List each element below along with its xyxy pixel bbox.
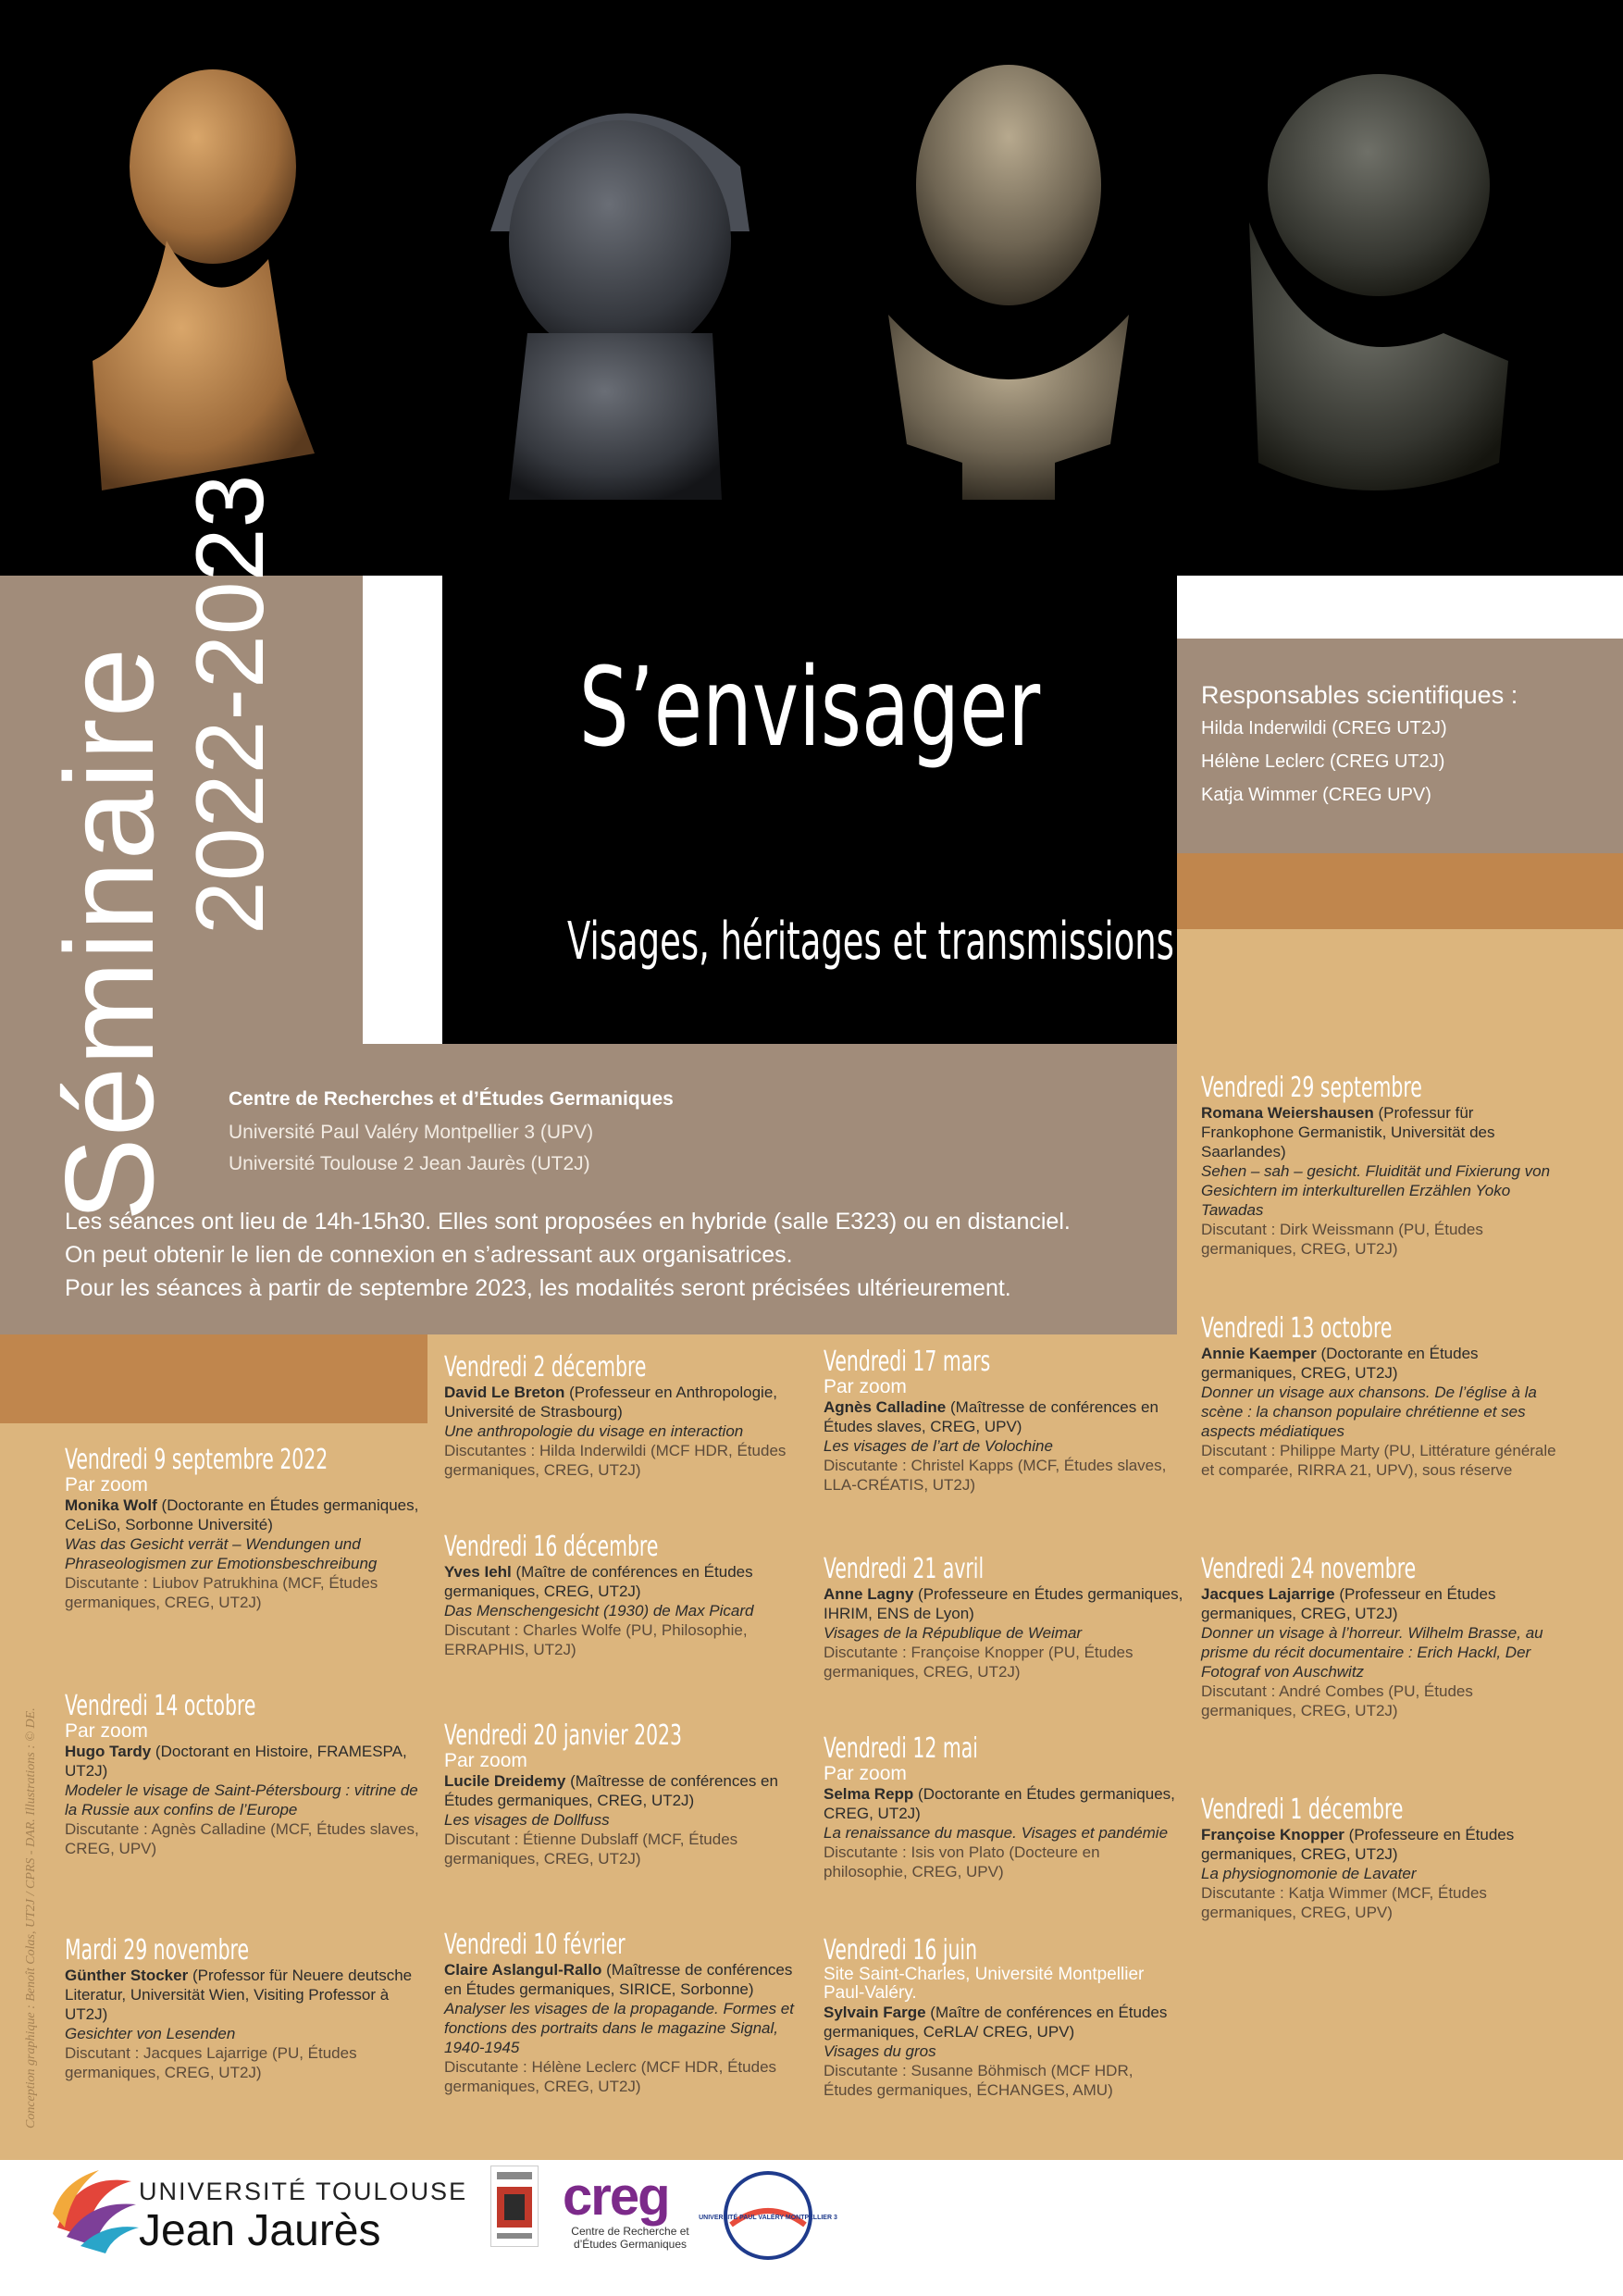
responsable-line bbox=[1201, 751, 1444, 773]
session-talk: Les visages de l’art de Volochine bbox=[824, 1437, 1053, 1455]
session-affiliation: (Professeur en Anthropologie, Université de Strasbourg) bbox=[444, 1384, 778, 1421]
session-discussant: Discutante : Agnès Calladine (MCF, Études slaves, CREG, UPV) bbox=[65, 1820, 419, 1857]
session-speaker: Claire Aslangul-Rallo bbox=[444, 1961, 602, 1979]
session-zoom: Par zoom bbox=[824, 1763, 907, 1784]
universite-federale-logo bbox=[490, 2166, 539, 2247]
paul-valery-logo bbox=[699, 2169, 837, 2262]
session-date: Vendredi 17 mars bbox=[824, 1346, 991, 1378]
session-block bbox=[444, 1353, 805, 1480]
session-block bbox=[824, 1555, 1184, 1682]
session-speaker: Monika Wolf bbox=[65, 1496, 157, 1514]
session-discussant: Discutantes : Hilda Inderwildi (MCF HDR, Études germaniques, CREG, UT2J) bbox=[444, 1442, 787, 1479]
session-speaker: Sylvain Farge bbox=[824, 2004, 926, 2021]
bust-2-image bbox=[472, 65, 768, 509]
session-affiliation: (Professur für Frankophone Germanistik, Universität des Saarlandes) bbox=[1201, 1104, 1495, 1160]
session-date: Vendredi 16 décembre bbox=[444, 1531, 659, 1563]
session-date: Vendredi 16 juin bbox=[824, 1934, 978, 1967]
session-talk: Une anthropologie du visage en interaction bbox=[444, 1422, 744, 1440]
session-talk: Gesichter von Lesenden bbox=[65, 2025, 236, 2042]
responsable-aff: (CREG UT2J) bbox=[1332, 718, 1447, 738]
session-block bbox=[1201, 1314, 1562, 1480]
session-block bbox=[444, 1533, 805, 1659]
responsable-aff: (CREG UPV) bbox=[1322, 785, 1431, 805]
session-discussant: Discutant : Jacques Lajarrige (PU, Études germaniques, CREG, UT2J) bbox=[65, 2044, 357, 2081]
responsable-name: Hélène Leclerc bbox=[1201, 751, 1325, 772]
session-affiliation: (Maîtresse de conférences en Études slaves, CREG, UPV) bbox=[824, 1398, 1158, 1435]
page-subtitle: Visages, héritages et transmissions bbox=[566, 912, 1174, 972]
session-affiliation: (Doctorante en Études germaniques, CREG, UT2J) bbox=[824, 1785, 1175, 1822]
session-affiliation: (Doctorant en Histoire, FRAMESPA, UT2J) bbox=[65, 1743, 407, 1780]
ut2j-swirl-icon bbox=[48, 2163, 141, 2255]
session-speaker: Yves Iehl bbox=[444, 1563, 512, 1581]
session-discussant: Discutante : Katja Wimmer (MCF, Études germaniques, CREG, UPV) bbox=[1201, 1884, 1487, 1921]
session-talk: Sehen – sah – gesicht. Fluidität und Fixierung von Gesichtern im interkulturellen Erzählen Yoko Tawadas bbox=[1201, 1162, 1551, 1219]
session-block bbox=[824, 1734, 1184, 1881]
responsables-panel bbox=[1177, 639, 1623, 853]
ut2j-logo-line1: UNIVERSITÉ TOULOUSE bbox=[139, 2178, 468, 2205]
session-speaker: Jacques Lajarrige bbox=[1201, 1585, 1335, 1603]
session-discussant: Discutant : Étienne Dubslaff (MCF, Études germaniques, CREG, UT2J) bbox=[444, 1831, 738, 1868]
session-block bbox=[65, 1936, 426, 2082]
session-talk: Les visages de Dollfuss bbox=[444, 1811, 610, 1829]
session-discussant: Discutant : Charles Wolfe (PU, Philosophie, ERRAPHIS, UT2J) bbox=[444, 1621, 748, 1658]
session-discussant: Discutante : Françoise Knopper (PU, Études germaniques, CREG, UT2J) bbox=[824, 1644, 1134, 1681]
session-date: Vendredi 1 décembre bbox=[1201, 1793, 1404, 1826]
session-block bbox=[444, 1721, 805, 1868]
responsables-heading: Responsables scientifiques : bbox=[1201, 681, 1518, 709]
session-discussant: Discutant : Dirk Weissmann (PU, Études germaniques, CREG, UT2J) bbox=[1201, 1221, 1483, 1258]
session-affiliation: (Professor für Neuere deutsche Literatur, Universität Wien, Visiting Professor à UT2J) bbox=[65, 1967, 413, 2023]
session-speaker: Selma Repp bbox=[824, 1785, 914, 1803]
bust-1-image bbox=[74, 56, 333, 518]
session-talk: Was das Gesicht verrät – Wendungen und Phraseologismen zur Emotionsbeschreibung bbox=[65, 1535, 378, 1572]
session-speaker: David Le Breton bbox=[444, 1384, 565, 1401]
session-affiliation: (Professeur en Études germaniques, CREG, UT2J) bbox=[1201, 1585, 1496, 1622]
session-date: Vendredi 10 février bbox=[444, 1929, 626, 1961]
bust-3-image bbox=[870, 56, 1147, 518]
session-talk: Visages du gros bbox=[824, 2042, 936, 2060]
session-talk: La physiognomonie de Lavater bbox=[1201, 1865, 1417, 1882]
session-affiliation: (Professeure en Études germaniques, IHRIM, ENS de Lyon) bbox=[824, 1585, 1183, 1622]
session-speaker: Romana Weiershausen bbox=[1201, 1104, 1374, 1122]
creg-logo bbox=[553, 2166, 711, 2258]
centre-name: Centre de Recherches et d’Études Germaniques bbox=[229, 1088, 674, 1110]
creg-logo-subtitle: Centre de Recherche et d’Études Germaniques bbox=[571, 2225, 689, 2251]
session-date: Vendredi 13 octobre bbox=[1201, 1312, 1393, 1345]
session-date: Vendredi 29 septembre bbox=[1201, 1072, 1422, 1104]
session-talk: Modeler le visage de Saint-Pétersbourg : vitrine de la Russie aux confins de l’Europe bbox=[65, 1781, 418, 1818]
session-speaker: Françoise Knopper bbox=[1201, 1826, 1344, 1843]
session-block bbox=[1201, 1074, 1562, 1259]
session-zoom: Par zoom bbox=[65, 1474, 148, 1496]
session-block bbox=[65, 1692, 426, 1858]
universite-federale-icon bbox=[491, 2166, 538, 2246]
page-title: S’envisager bbox=[578, 643, 1041, 771]
session-block bbox=[1201, 1795, 1562, 1922]
session-date: Vendredi 14 octobre bbox=[65, 1690, 256, 1722]
session-talk: Donner un visage aux chansons. De l’église à la scène : la chanson populaire chrétienne et ses aspects médiatiques bbox=[1201, 1384, 1537, 1440]
white-stripe bbox=[363, 576, 442, 1044]
seminaire-years: 2022-2023 bbox=[177, 474, 284, 935]
session-talk: Analyser les visages de la propagande. Formes et fonctions des portraits dans le magazine Signal, 1940-1945 bbox=[444, 2000, 794, 2056]
paul-valery-logo-text: UNIVERSITÉ PAUL VALÉRY MONTPELLIER 3 bbox=[699, 2215, 837, 2221]
session-talk: Das Menschengesicht (1930) de Max Picard bbox=[444, 1602, 754, 1620]
session-date: Vendredi 21 avril bbox=[824, 1553, 985, 1585]
bust-4-image bbox=[1221, 56, 1518, 518]
session-discussant: Discutant : Philippe Marty (PU, Littérature générale et comparée, RIRRA 21, UPV), sous réserve bbox=[1201, 1442, 1556, 1479]
session-block bbox=[1201, 1555, 1562, 1720]
ut2j-logo bbox=[48, 2163, 483, 2265]
session-speaker: Annie Kaemper bbox=[1201, 1345, 1317, 1362]
orange-strip-right bbox=[1177, 853, 1623, 929]
session-discussant: Discutante : Christel Kapps (MCF, Études slaves, LLA-CRÉATIS, UT2J) bbox=[824, 1457, 1167, 1494]
session-affiliation: (Maître de conférences en Études germaniques, CREG, UT2J) bbox=[444, 1563, 753, 1600]
credit-text: Conception graphique : Benoît Colas, UT2J / CPRS - DAR. Illustrations : © DE. bbox=[24, 1707, 38, 2128]
session-speaker: Agnès Calladine bbox=[824, 1398, 947, 1416]
session-zoom: Par zoom bbox=[65, 1720, 148, 1742]
info-line-2: On peut obtenir le lien de connexion en s’adressant aux organisatrices. bbox=[65, 1242, 793, 1268]
responsable-name: Hilda Inderwildi bbox=[1201, 718, 1327, 738]
creg-logo-word: creg bbox=[563, 2166, 669, 2227]
session-talk: Visages de la République de Weimar bbox=[824, 1624, 1083, 1642]
centre-line-1: Université Paul Valéry Montpellier 3 (UPV) bbox=[229, 1122, 594, 1143]
session-speaker: Hugo Tardy bbox=[65, 1743, 152, 1760]
info-line-1: Les séances ont lieu de 14h-15h30. Elles sont proposées en hybride (salle E323) ou en distanciel. bbox=[65, 1209, 1071, 1235]
session-date: Vendredi 2 décembre bbox=[444, 1351, 647, 1384]
session-speaker: Günther Stocker bbox=[65, 1967, 189, 1984]
session-date: Vendredi 24 novembre bbox=[1201, 1553, 1417, 1585]
session-affiliation: (Doctorante en Études germaniques, CREG, UT2J) bbox=[1201, 1345, 1479, 1382]
session-affiliation: (Maîtresse de conférences en Études germaniques, CREG, UT2J) bbox=[444, 1772, 778, 1809]
session-block bbox=[65, 1446, 426, 1612]
info-line-3: Pour les séances à partir de septembre 2023, les modalités seront précisées ultérieurement. bbox=[65, 1275, 1011, 1301]
session-date: Vendredi 12 mai bbox=[824, 1732, 978, 1765]
responsable-line bbox=[1201, 785, 1431, 806]
ut2j-logo-line2: Jean Jaurès bbox=[139, 2206, 381, 2255]
centre-line-2: Université Toulouse 2 Jean Jaurès (UT2J) bbox=[229, 1153, 590, 1174]
session-affiliation: (Doctorante en Études germaniques, CeLiSo, Sorbonne Université) bbox=[65, 1496, 419, 1533]
responsable-aff: (CREG UT2J) bbox=[1329, 751, 1445, 772]
session-block bbox=[824, 1347, 1184, 1495]
responsable-name: Katja Wimmer bbox=[1201, 785, 1318, 805]
session-discussant: Discutante : Liubov Patrukhina (MCF, Études germaniques, CREG, UT2J) bbox=[65, 1574, 378, 1611]
session-affiliation: (Maîtresse de conférences en Études germaniques, SIRICE, Sorbonne) bbox=[444, 1961, 793, 1998]
session-date: Mardi 29 novembre bbox=[65, 1934, 250, 1967]
responsable-line bbox=[1201, 718, 1447, 739]
orange-strip-left bbox=[0, 1334, 427, 1423]
session-site: Site Saint-Charles, Université Montpellier Paul-Valéry. bbox=[824, 1965, 1145, 2003]
session-date: Vendredi 9 septembre 2022 bbox=[65, 1444, 328, 1476]
session-affiliation: (Professeure en Études germaniques, CREG, UT2J) bbox=[1201, 1826, 1515, 1863]
session-talk: Donner un visage à l’horreur. Wilhelm Brasse, au prisme du récit documentaire : Erich Hackl, Der Fotograf von Auschwitz bbox=[1201, 1624, 1543, 1681]
session-zoom: Par zoom bbox=[824, 1376, 907, 1397]
session-discussant: Discutante : Isis von Plato (Docteure en philosophie, CREG, UPV) bbox=[824, 1843, 1100, 1880]
session-affiliation: (Maître de conférences en Études germaniques, CeRLA/ CREG, UPV) bbox=[824, 2004, 1168, 2041]
session-discussant: Discutant : André Combes (PU, Études germaniques, CREG, UT2J) bbox=[1201, 1682, 1473, 1719]
seminaire-word: Séminaire bbox=[39, 646, 180, 1222]
session-talk: La renaissance du masque. Visages et pandémie bbox=[824, 1824, 1169, 1842]
session-discussant: Discutante : Susanne Böhmisch (MCF HDR, Études germaniques, ÉCHANGES, AMU) bbox=[824, 2062, 1134, 2099]
session-discussant: Discutante : Hélène Leclerc (MCF HDR, Études germaniques, CREG, UT2J) bbox=[444, 2058, 777, 2095]
session-date: Vendredi 20 janvier 2023 bbox=[444, 1719, 683, 1752]
session-block bbox=[444, 1930, 805, 2096]
session-block bbox=[824, 1936, 1184, 2100]
session-speaker: Anne Lagny bbox=[824, 1585, 914, 1603]
session-speaker: Lucile Dreidemy bbox=[444, 1772, 566, 1790]
session-zoom: Par zoom bbox=[444, 1750, 527, 1771]
paul-valery-icon bbox=[699, 2169, 837, 2262]
